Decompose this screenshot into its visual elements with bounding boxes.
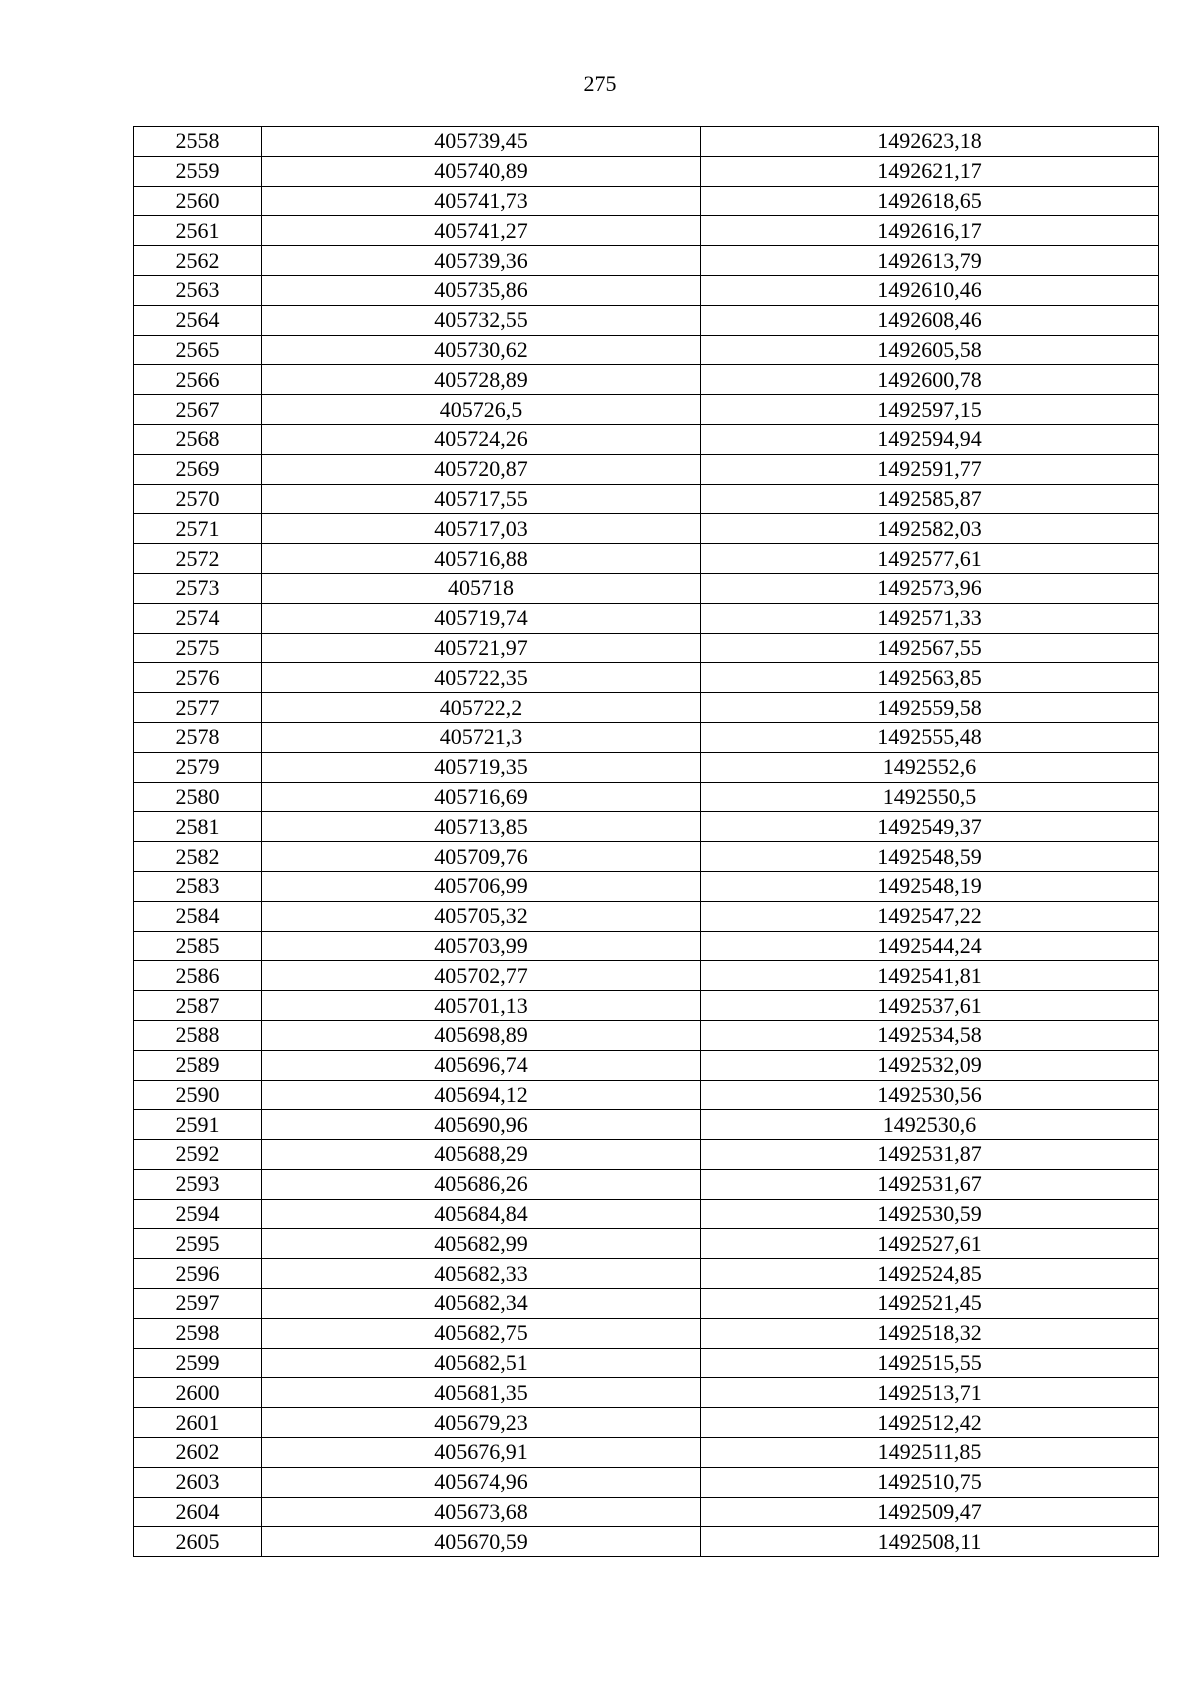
y-coordinate-cell: 1492548,19 (701, 871, 1159, 901)
table-row (134, 1020, 1159, 1050)
y-coordinate-cell: 1492597,15 (701, 395, 1159, 425)
table-row (134, 305, 1159, 335)
point-number-cell: 2561 (134, 216, 262, 246)
x-coordinate-cell: 405717,55 (262, 484, 701, 514)
x-coordinate-cell: 405676,91 (262, 1438, 701, 1468)
table-row (134, 931, 1159, 961)
x-coordinate-cell: 405739,45 (262, 127, 701, 157)
table-row (134, 1199, 1159, 1229)
y-coordinate-cell: 1492610,46 (701, 275, 1159, 305)
x-coordinate-cell: 405673,68 (262, 1497, 701, 1527)
table-row (134, 1259, 1159, 1289)
y-coordinate-cell: 1492534,58 (701, 1020, 1159, 1050)
table-row (134, 633, 1159, 663)
x-coordinate-cell: 405722,2 (262, 693, 701, 723)
table-row (134, 454, 1159, 484)
point-number-cell: 2586 (134, 961, 262, 991)
x-coordinate-cell: 405713,85 (262, 812, 701, 842)
point-number-cell: 2559 (134, 156, 262, 186)
x-coordinate-cell: 405686,26 (262, 1169, 701, 1199)
x-coordinate-cell: 405720,87 (262, 454, 701, 484)
table-row (134, 812, 1159, 842)
x-coordinate-cell: 405682,33 (262, 1259, 701, 1289)
x-coordinate-cell: 405716,88 (262, 544, 701, 574)
x-coordinate-cell: 405694,12 (262, 1080, 701, 1110)
point-number-cell: 2581 (134, 812, 262, 842)
x-coordinate-cell: 405721,3 (262, 722, 701, 752)
y-coordinate-cell: 1492618,65 (701, 186, 1159, 216)
y-coordinate-cell: 1492577,61 (701, 544, 1159, 574)
x-coordinate-cell: 405718 (262, 573, 701, 603)
y-coordinate-cell: 1492530,59 (701, 1199, 1159, 1229)
y-coordinate-cell: 1492531,87 (701, 1140, 1159, 1170)
y-coordinate-cell: 1492508,11 (701, 1527, 1159, 1557)
x-coordinate-cell: 405730,62 (262, 335, 701, 365)
x-coordinate-cell: 405709,76 (262, 842, 701, 872)
table-row (134, 1527, 1159, 1557)
table-row (134, 663, 1159, 693)
x-coordinate-cell: 405682,51 (262, 1348, 701, 1378)
point-number-cell: 2580 (134, 782, 262, 812)
x-coordinate-cell: 405739,36 (262, 246, 701, 276)
y-coordinate-cell: 1492509,47 (701, 1497, 1159, 1527)
y-coordinate-cell: 1492573,96 (701, 573, 1159, 603)
point-number-cell: 2601 (134, 1408, 262, 1438)
x-coordinate-cell: 405701,13 (262, 991, 701, 1021)
y-coordinate-cell: 1492563,85 (701, 663, 1159, 693)
table-row (134, 1438, 1159, 1468)
x-coordinate-cell: 405719,74 (262, 603, 701, 633)
point-number-cell: 2575 (134, 633, 262, 663)
table-row (134, 1169, 1159, 1199)
point-number-cell: 2564 (134, 305, 262, 335)
point-number-cell: 2567 (134, 395, 262, 425)
table-row (134, 842, 1159, 872)
y-coordinate-cell: 1492549,37 (701, 812, 1159, 842)
table-row (134, 1378, 1159, 1408)
table-row (134, 1408, 1159, 1438)
x-coordinate-cell: 405706,99 (262, 871, 701, 901)
table-row (134, 782, 1159, 812)
table-row (134, 603, 1159, 633)
point-number-cell: 2570 (134, 484, 262, 514)
table-row (134, 1289, 1159, 1319)
y-coordinate-cell: 1492532,09 (701, 1050, 1159, 1080)
coordinates-table (133, 126, 1159, 1557)
y-coordinate-cell: 1492515,55 (701, 1348, 1159, 1378)
point-number-cell: 2563 (134, 275, 262, 305)
point-number-cell: 2590 (134, 1080, 262, 1110)
table-row (134, 1467, 1159, 1497)
y-coordinate-cell: 1492594,94 (701, 424, 1159, 454)
y-coordinate-cell: 1492608,46 (701, 305, 1159, 335)
point-number-cell: 2560 (134, 186, 262, 216)
point-number-cell: 2600 (134, 1378, 262, 1408)
table-row (134, 901, 1159, 931)
y-coordinate-cell: 1492524,85 (701, 1259, 1159, 1289)
x-coordinate-cell: 405674,96 (262, 1467, 701, 1497)
point-number-cell: 2582 (134, 842, 262, 872)
y-coordinate-cell: 1492548,59 (701, 842, 1159, 872)
y-coordinate-cell: 1492591,77 (701, 454, 1159, 484)
x-coordinate-cell: 405726,5 (262, 395, 701, 425)
x-coordinate-cell: 405728,89 (262, 365, 701, 395)
table-row (134, 722, 1159, 752)
point-number-cell: 2568 (134, 424, 262, 454)
table-row (134, 1050, 1159, 1080)
x-coordinate-cell: 405741,73 (262, 186, 701, 216)
table-row (134, 424, 1159, 454)
table-row (134, 752, 1159, 782)
y-coordinate-cell: 1492547,22 (701, 901, 1159, 931)
table-row (134, 216, 1159, 246)
point-number-cell: 2591 (134, 1110, 262, 1140)
point-number-cell: 2592 (134, 1140, 262, 1170)
table-row (134, 186, 1159, 216)
point-number-cell: 2573 (134, 573, 262, 603)
table-row (134, 514, 1159, 544)
point-number-cell: 2603 (134, 1467, 262, 1497)
point-number-cell: 2593 (134, 1169, 262, 1199)
x-coordinate-cell: 405717,03 (262, 514, 701, 544)
point-number-cell: 2598 (134, 1318, 262, 1348)
x-coordinate-cell: 405741,27 (262, 216, 701, 246)
point-number-cell: 2599 (134, 1348, 262, 1378)
x-coordinate-cell: 405696,74 (262, 1050, 701, 1080)
x-coordinate-cell: 405670,59 (262, 1527, 701, 1557)
y-coordinate-cell: 1492567,55 (701, 633, 1159, 663)
x-coordinate-cell: 405702,77 (262, 961, 701, 991)
x-coordinate-cell: 405724,26 (262, 424, 701, 454)
table-row (134, 1110, 1159, 1140)
table-row (134, 365, 1159, 395)
page-number: 275 (583, 71, 617, 96)
point-number-cell: 2583 (134, 871, 262, 901)
point-number-cell: 2589 (134, 1050, 262, 1080)
table-row (134, 871, 1159, 901)
y-coordinate-cell: 1492582,03 (701, 514, 1159, 544)
point-number-cell: 2602 (134, 1438, 262, 1468)
point-number-cell: 2578 (134, 722, 262, 752)
y-coordinate-cell: 1492521,45 (701, 1289, 1159, 1319)
table-row (134, 1318, 1159, 1348)
x-coordinate-cell: 405721,97 (262, 633, 701, 663)
table-row (134, 1348, 1159, 1378)
table-row (134, 1229, 1159, 1259)
y-coordinate-cell: 1492510,75 (701, 1467, 1159, 1497)
point-number-cell: 2574 (134, 603, 262, 633)
point-number-cell: 2572 (134, 544, 262, 574)
point-number-cell: 2587 (134, 991, 262, 1021)
x-coordinate-cell: 405679,23 (262, 1408, 701, 1438)
x-coordinate-cell: 405688,29 (262, 1140, 701, 1170)
x-coordinate-cell: 405703,99 (262, 931, 701, 961)
table-row (134, 156, 1159, 186)
y-coordinate-cell: 1492613,79 (701, 246, 1159, 276)
table-row (134, 544, 1159, 574)
y-coordinate-cell: 1492512,42 (701, 1408, 1159, 1438)
table-row (134, 335, 1159, 365)
y-coordinate-cell: 1492585,87 (701, 484, 1159, 514)
point-number-cell: 2585 (134, 931, 262, 961)
point-number-cell: 2566 (134, 365, 262, 395)
y-coordinate-cell: 1492513,71 (701, 1378, 1159, 1408)
y-coordinate-cell: 1492511,85 (701, 1438, 1159, 1468)
y-coordinate-cell: 1492544,24 (701, 931, 1159, 961)
x-coordinate-cell: 405682,34 (262, 1289, 701, 1319)
y-coordinate-cell: 1492600,78 (701, 365, 1159, 395)
x-coordinate-cell: 405682,75 (262, 1318, 701, 1348)
table-row (134, 1497, 1159, 1527)
y-coordinate-cell: 1492527,61 (701, 1229, 1159, 1259)
y-coordinate-cell: 1492537,61 (701, 991, 1159, 1021)
y-coordinate-cell: 1492616,17 (701, 216, 1159, 246)
x-coordinate-cell: 405705,32 (262, 901, 701, 931)
y-coordinate-cell: 1492623,18 (701, 127, 1159, 157)
x-coordinate-cell: 405722,35 (262, 663, 701, 693)
point-number-cell: 2558 (134, 127, 262, 157)
table-row (134, 693, 1159, 723)
x-coordinate-cell: 405719,35 (262, 752, 701, 782)
point-number-cell: 2579 (134, 752, 262, 782)
point-number-cell: 2596 (134, 1259, 262, 1289)
x-coordinate-cell: 405690,96 (262, 1110, 701, 1140)
x-coordinate-cell: 405698,89 (262, 1020, 701, 1050)
x-coordinate-cell: 405732,55 (262, 305, 701, 335)
point-number-cell: 2569 (134, 454, 262, 484)
point-number-cell: 2571 (134, 514, 262, 544)
point-number-cell: 2577 (134, 693, 262, 723)
y-coordinate-cell: 1492550,5 (701, 782, 1159, 812)
point-number-cell: 2565 (134, 335, 262, 365)
point-number-cell: 2584 (134, 901, 262, 931)
x-coordinate-cell: 405735,86 (262, 275, 701, 305)
point-number-cell: 2604 (134, 1497, 262, 1527)
table-row (134, 991, 1159, 1021)
table-row (134, 246, 1159, 276)
table-body (134, 127, 1159, 1557)
y-coordinate-cell: 1492531,67 (701, 1169, 1159, 1199)
table-row (134, 127, 1159, 157)
y-coordinate-cell: 1492571,33 (701, 603, 1159, 633)
table-row (134, 573, 1159, 603)
table-row (134, 961, 1159, 991)
x-coordinate-cell: 405740,89 (262, 156, 701, 186)
table-row (134, 275, 1159, 305)
point-number-cell: 2605 (134, 1527, 262, 1557)
point-number-cell: 2562 (134, 246, 262, 276)
y-coordinate-cell: 1492530,6 (701, 1110, 1159, 1140)
y-coordinate-cell: 1492530,56 (701, 1080, 1159, 1110)
x-coordinate-cell: 405716,69 (262, 782, 701, 812)
x-coordinate-cell: 405684,84 (262, 1199, 701, 1229)
table-row (134, 1140, 1159, 1170)
y-coordinate-cell: 1492552,6 (701, 752, 1159, 782)
y-coordinate-cell: 1492541,81 (701, 961, 1159, 991)
point-number-cell: 2597 (134, 1289, 262, 1319)
point-number-cell: 2588 (134, 1020, 262, 1050)
x-coordinate-cell: 405681,35 (262, 1378, 701, 1408)
y-coordinate-cell: 1492555,48 (701, 722, 1159, 752)
y-coordinate-cell: 1492605,58 (701, 335, 1159, 365)
y-coordinate-cell: 1492621,17 (701, 156, 1159, 186)
table-row (134, 1080, 1159, 1110)
table-row (134, 484, 1159, 514)
point-number-cell: 2576 (134, 663, 262, 693)
y-coordinate-cell: 1492559,58 (701, 693, 1159, 723)
point-number-cell: 2594 (134, 1199, 262, 1229)
y-coordinate-cell: 1492518,32 (701, 1318, 1159, 1348)
table-row (134, 395, 1159, 425)
point-number-cell: 2595 (134, 1229, 262, 1259)
x-coordinate-cell: 405682,99 (262, 1229, 701, 1259)
